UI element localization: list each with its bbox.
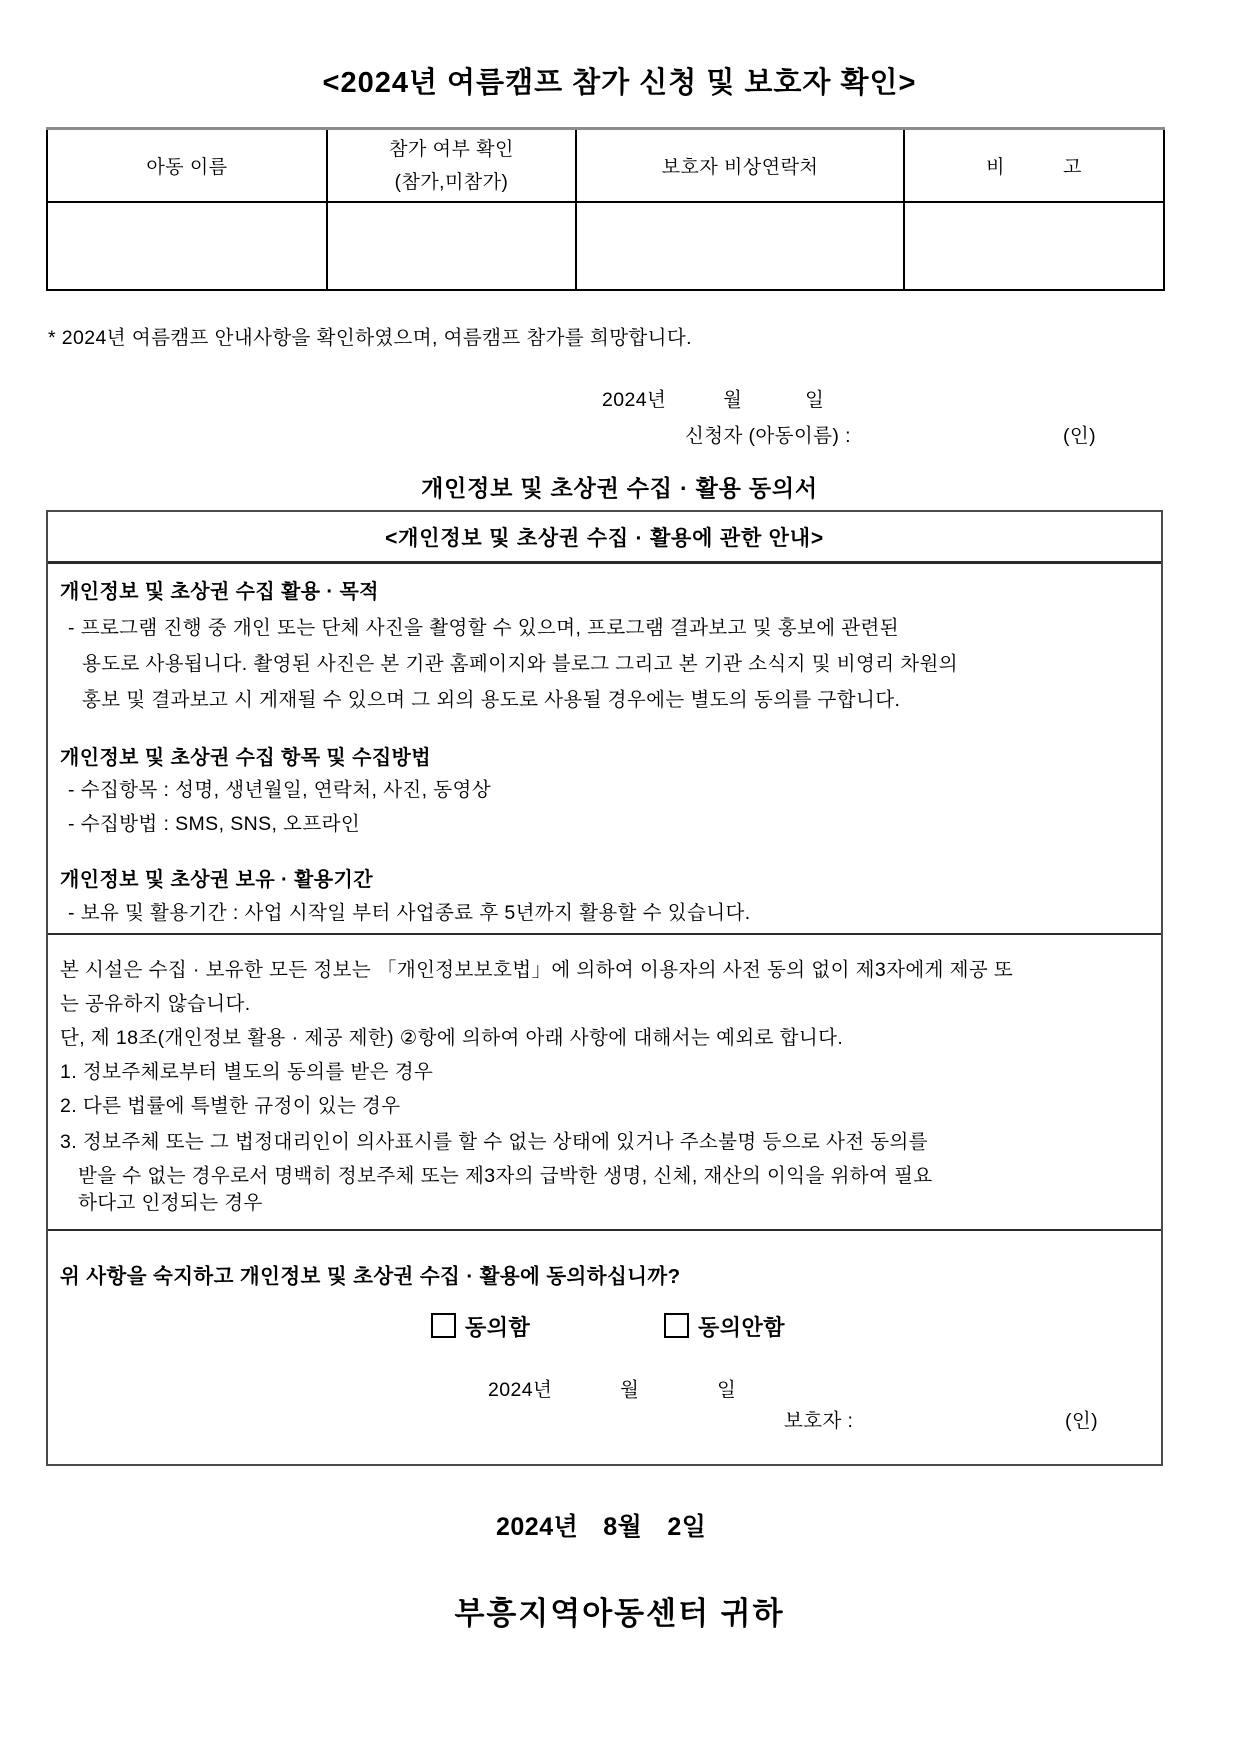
disagree-checkbox[interactable] — [664, 1313, 689, 1338]
retention-line1: - 보유 및 활용기간 : 사업 시작일 부터 사업종료 후 5년까지 활용할 수 있습니다. — [68, 902, 751, 924]
confirmation-note: * 2024년 여름캠프 안내사항을 확인하였으며, 여름캠프 참가를 희망합니다. — [48, 327, 692, 349]
third-party-exception-3b: 받을 수 없는 경우로서 명백히 정보주체 또는 제3자의 급박한 생명, 신체, 재산의 이익을 위하여 필요 — [78, 1165, 933, 1187]
disagree-label: 동의안함 — [698, 1315, 786, 1340]
cell-child-name[interactable] — [47, 202, 327, 290]
footer-date-year: 2024년 — [496, 1513, 579, 1541]
col-header-guardian-contact: 보호자 비상연락처 — [576, 129, 904, 203]
items-line1: - 수집항목 : 성명, 생년월일, 연락처, 사진, 동영상 — [68, 779, 491, 801]
consent-date-day: 일 — [717, 1379, 737, 1401]
col-header-child-name: 아동 이름 — [47, 129, 327, 203]
participation-table — [46, 127, 1165, 291]
participation-header-line2: (참가,미참가) — [394, 171, 509, 193]
guardian-seal-mark: (인) — [1065, 1410, 1099, 1432]
application-date-year: 2024년 — [602, 389, 667, 411]
agreement-question: 위 사항을 숙지하고 개인정보 및 초상권 수집 · 활용에 동의하십니까? — [60, 1265, 681, 1288]
agree-label: 동의함 — [465, 1315, 531, 1340]
items-heading: 개인정보 및 초상권 수집 항목 및 수집방법 — [60, 747, 431, 769]
third-party-exception-2: 2. 다른 법률에 특별한 규정이 있는 경우 — [60, 1095, 401, 1117]
cell-guardian-contact[interactable] — [576, 202, 904, 290]
guardian-label: 보호자 : — [784, 1410, 854, 1432]
consent-date-year: 2024년 — [488, 1379, 553, 1401]
cell-remarks[interactable] — [904, 202, 1164, 290]
cell-participation[interactable] — [327, 202, 576, 290]
consent-notice-box — [46, 510, 1163, 1466]
participation-header-line1: 참가 여부 확인 — [389, 138, 514, 160]
application-date-month: 월 — [723, 389, 743, 411]
remarks-header-left: 비 — [986, 157, 1005, 178]
agree-checkbox[interactable] — [431, 1313, 456, 1338]
third-party-exception-3: 3. 정보주체 또는 그 법정대리인이 의사표시를 할 수 없는 상태에 있거나 주소불명 등으로 사전 동의를 — [60, 1131, 928, 1153]
footer-date-day: 2일 — [667, 1513, 707, 1541]
section-divider-2 — [48, 1229, 1161, 1231]
third-party-line3: 단, 제 18조(개인정보 활용 · 제공 제한) ②항에 의하여 아래 사항에 대해서는 예외로 합니다. — [60, 1027, 844, 1049]
recipient-line: 부흥지역아동센터 귀하 — [454, 1596, 785, 1631]
col-header-remarks — [904, 129, 1164, 203]
third-party-exception-1: 1. 정보주체로부터 별도의 동의를 받은 경우 — [60, 1061, 434, 1083]
remarks-header — [906, 152, 1162, 179]
applicant-seal-mark: (인) — [1063, 425, 1097, 447]
application-date-day: 일 — [805, 389, 825, 411]
page-title: <2024년 여름캠프 참가 신청 및 보호자 확인> — [322, 67, 917, 99]
consent-doc-title: 개인정보 및 초상권 수집 · 활용 동의서 — [421, 475, 818, 501]
footer-date-month: 8월 — [603, 1513, 643, 1541]
table-header-row — [47, 129, 1164, 203]
items-line2: - 수집방법 : SMS, SNS, 오프라인 — [68, 813, 361, 835]
consent-date-month: 월 — [620, 1379, 640, 1401]
applicant-label: 신청자 (아동이름) : — [685, 425, 851, 447]
third-party-exception-3c: 하다고 인정되는 경우 — [78, 1192, 263, 1214]
consent-notice-header: <개인정보 및 초상권 수집 · 활용에 관한 안내> — [48, 512, 1161, 564]
purpose-heading: 개인정보 및 초상권 수집 활용 · 목적 — [60, 581, 379, 603]
purpose-line2: 용도로 사용됩니다. 촬영된 사진은 본 기관 홈페이지와 블로그 그리고 본 기관 소식지 및 비영리 차원의 — [82, 653, 958, 675]
footer-date — [496, 1507, 706, 1543]
retention-heading: 개인정보 및 초상권 보유 · 활용기간 — [60, 869, 373, 891]
section-divider-1 — [48, 933, 1161, 935]
third-party-line1: 본 시설은 수집 · 보유한 모든 정보는 「개인정보보호법」에 의하여 이용자의 사전 동의 없이 제3자에게 제공 또 — [60, 959, 1014, 981]
col-header-participation — [327, 129, 576, 203]
purpose-line1: - 프로그램 진행 중 개인 또는 단체 사진을 촬영할 수 있으며, 프로그램 결과보고 및 홍보에 관련된 — [68, 617, 899, 639]
purpose-line3: 홍보 및 결과보고 시 게재될 수 있으며 그 외의 용도로 사용될 경우에는 별도의 동의를 구합니다. — [82, 689, 901, 711]
remarks-header-right: 고 — [1063, 157, 1082, 178]
table-entry-row — [47, 202, 1164, 290]
third-party-line2: 는 공유하지 않습니다. — [60, 993, 251, 1015]
